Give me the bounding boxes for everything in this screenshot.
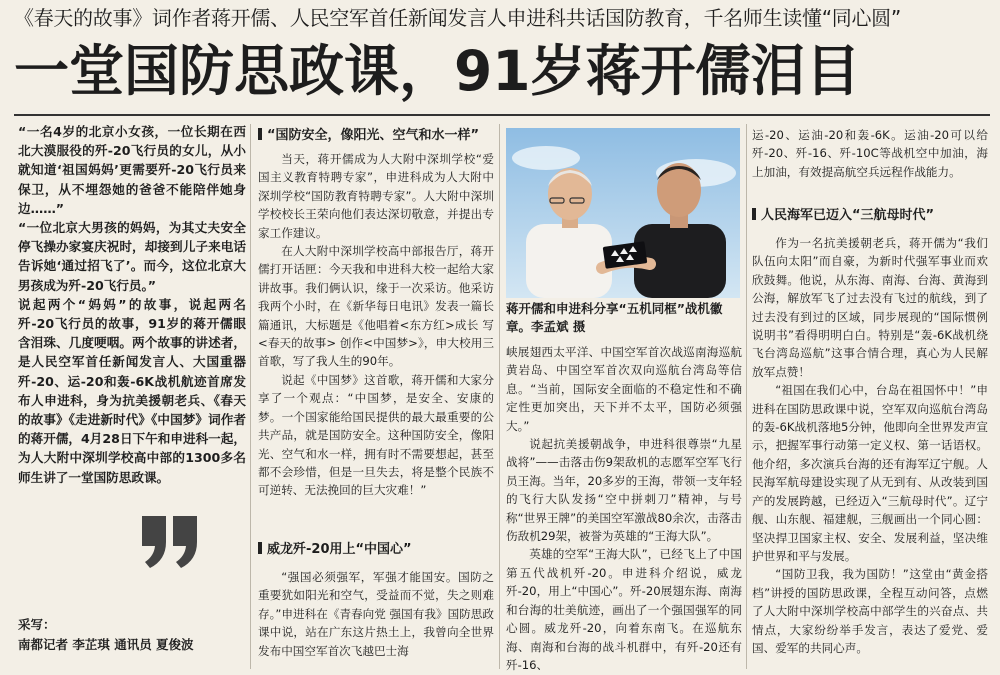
- section3-paragraph-0: 峡展翅西太平洋、中国空军首次战巡南海巡航黄岩岛、中国空军首次双向巡航台湾岛等信息。“当前，国际安全面临的不稳定性和不确定性更加突出，天下并不太平，国防必须强大。”: [506, 345, 742, 433]
- section1-paragraph-2: 在人大附中深圳学校高中部报告厅，蒋开儒打开话匣：今天我和申进科大校一起给大家讲故事。我们俩认识，缘于一次采访。他采访我两个小时，在《新华每日电讯》发表一篇长篇通讯，大标题是《他唱着<东方红>成长 写<春天的故事> 创作<中国梦>》，申大校用三首歌，写了我人生的90年。: [258, 244, 494, 369]
- section2-paragraph-1: “强国必须强军，军强才能国安。国防之重要犹如阳光和空气，受益而不觉，失之则难存。”申进科在《青春向党 强国有我》国防思政课中说，站在广东这片热土上，我曾向全世界发布中国空军首次飞越巴士海: [258, 570, 494, 658]
- credit-label: 采写：: [18, 617, 56, 632]
- lead-column: [18, 122, 246, 487]
- headline-rule: [14, 114, 990, 116]
- section4-paragraph-1: 作为一名抗美援朝老兵，蒋开儒为“我们队伍向太阳”而自豪，为新时代强军事业而欢欣鼓舞。他说，从东海、南海、台海、黄海到公海，解放军飞了过去没有飞过的航线，到了过去没有到过的区域，同步展现的“国际惯例说明书”看得明明白白。特别是“轰-6K战机绕飞台湾岛巡航”这事合情合理，真心为人民解放军点赞！: [752, 236, 988, 379]
- column-divider-2: [499, 124, 500, 669]
- section1-paragraph-1: 当天，蒋开儒成为人大附中深圳学校“爱国主义教育特聘专家”，申进科成为人大附中深圳学校“国防教育特聘专家”。人大附中深圳学校校长王荣向他们表达深切敬意，并提出专家工作建议。: [258, 152, 494, 240]
- section3-paragraph-1: 说起抗美援朝战争，申进科很尊崇“九星战将”——击落击伤9架敌机的志愿军空军飞行员王海。当年，20多岁的王海，带领一支年轻的飞行大队发扬“空中拼刺刀”精神，与号称“世界王牌”的美国空军激战80余次，击落击伤敌机29架，被誉为英雄的“王海大队”。: [506, 437, 742, 544]
- credit-text: 南都记者 李芷琪 通讯员 夏俊波: [18, 637, 194, 652]
- section1-subhead: “国防安全，像阳光、空气和水一样”: [258, 126, 479, 146]
- section1-body: [258, 150, 494, 500]
- quote-mark-icon: [140, 512, 200, 572]
- lead-paragraph-1: “一名4岁的北京小女孩，一位长期在西北大漠服役的歼-20飞行员的女儿，从小就知道‘祖国妈妈’更需要歼-20飞行员来保卫，从不埋怨她的爸爸不能陪伴她身边……”: [18, 124, 246, 216]
- section3-paragraph-2: 英雄的空军“王海大队”，已经飞上了中国第五代战机歼-20。申进科介绍说，威龙歼-20，用上“中国心”。歼-20展翅东海、南海和台海的壮美航迹，画出了一个强国强军的同心圆。威龙歼-20，向着东南飞。在巡航东海、南海和台海的战斗机群中，有歼-20还有歼-16、: [506, 547, 742, 672]
- section4-paragraph-2: “祖国在我们心中，台岛在祖国怀中！”申进科在国防思政课中说，空军双向巡航台湾岛的轰-6K战机落地5分钟，他即向全世界发声宣示，把握军事行动第一定义权、第一话语权。他介绍，多次演兵台海的还有海军辽宁舰。人民海军航母建设实现了从无到有、从改装到国产的发展跨越，已经迈入“三航母时代”。辽宁舰、山东舰、福建舰，三舰画出一个同心圆：坚决捍卫国家主权、安全、发展利益，坚决维护世界和平与发展。: [752, 383, 988, 563]
- section4-continuation-text: 运-20、运油-20和轰-6K。运油-20可以给歼-20、歼-16、歼-10C等战机空中加油，海上加油，有效提高航空兵远程作战能力。: [752, 128, 988, 179]
- photo-caption: 蒋开儒和申进科分享“五机同框”战机徽章。李孟斌 摄: [506, 301, 723, 334]
- section2-body: [258, 568, 494, 660]
- kicker-line: 《春天的故事》词作者蒋开儒、人民空军首任新闻发言人申进科共话国防教育，千名师生读懂“同心圆”: [14, 6, 901, 30]
- headline: 一堂国防思政课，91岁蒋开儒泪目: [14, 39, 861, 103]
- lead-paragraph-2: “一位北京大男孩的妈妈，为其丈夫安全停飞操办家宴庆祝时，却接到儿子来电话告诉她‘通过招飞了’。而今，这位北京大男孩成为歼-20飞行员。”: [18, 220, 246, 293]
- section4-body: [752, 234, 988, 657]
- section4-continuation: [752, 126, 988, 181]
- news-photo: [506, 128, 740, 298]
- section1-paragraph-3: 说起《中国梦》这首歌，蒋开儒和大家分享了一个观点：“中国梦，是安全、安康的梦。一个国家能给国民提供的最大最重要的公共产品，就是国防安全。这种国防安全，像阳光、空气和水一样，拥有时不需要想起，甚至都不会珍惜，但是一旦失去，将是整个民族不可逆转、无法挽回的巨大灾难！”: [258, 372, 494, 498]
- column-divider-1: [250, 124, 251, 669]
- section2-subhead: 威龙歼-20用上“中国心”: [258, 540, 412, 560]
- section4-paragraph-3: “国防卫我，我为国防！”这堂由“黄金搭档”讲授的国防思政课，全程互动问答，点燃了人大附中深圳学校高中部学生的兴奋点、共情点，大家纷纷举手发言，表达了爱党、爱国、爱军的共同心声。: [752, 567, 988, 655]
- section4-subhead: 人民海军已迈入“三航母时代”: [752, 206, 934, 226]
- lead-paragraph-3: 说起两个“妈妈”的故事，说起两名歼-20飞行员的故事，91岁的蒋开儒眼含泪珠、几度哽咽。两个故事的讲述者，是人民空军首任新闻发言人、大国重器歼-20、运-20和轰-6K战机航迹首席发布人申进科，身为抗美援朝老兵、《春天的故事》《走进新时代》《中国梦》词作者的蒋开儒，4月28日下午和申进科一起，为人大附中深圳学校高中部的1300多名师生讲了一堂国防思政课。: [18, 296, 246, 485]
- column-divider-3: [746, 124, 747, 669]
- section3-body: [506, 343, 742, 674]
